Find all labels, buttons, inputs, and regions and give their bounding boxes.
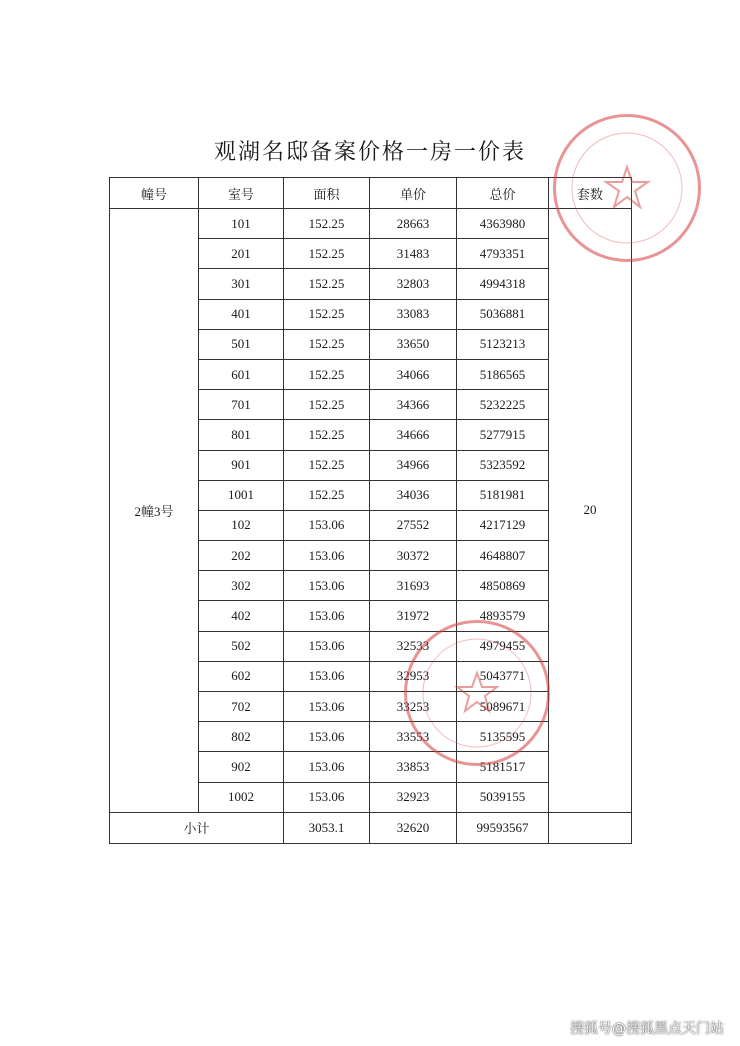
area-cell: 152.25 [284,420,370,450]
subtotal-unit-price: 32620 [370,812,457,843]
area-cell: 152.25 [284,299,370,329]
unit-price-cell: 31483 [370,239,457,269]
unit-price-cell: 34066 [370,359,457,389]
total-price-cell: 5181981 [457,480,549,510]
unit-price-cell: 32923 [370,782,457,812]
unit-price-cell: 33650 [370,329,457,359]
unit-price-cell: 34966 [370,450,457,480]
total-price-cell: 5186565 [457,359,549,389]
area-cell: 153.06 [284,571,370,601]
room-cell: 1002 [199,782,284,812]
area-cell: 152.25 [284,209,370,239]
header-unit-price: 单价 [370,178,457,209]
room-cell: 701 [199,390,284,420]
unit-price-cell: 33253 [370,692,457,722]
area-cell: 152.25 [284,450,370,480]
unit-price-cell: 32803 [370,269,457,299]
unit-price-cell: 32953 [370,661,457,691]
room-cell: 601 [199,359,284,389]
room-cell: 802 [199,722,284,752]
total-price-cell: 5036881 [457,299,549,329]
room-cell: 602 [199,661,284,691]
area-cell: 153.06 [284,510,370,540]
room-cell: 402 [199,601,284,631]
area-cell: 153.06 [284,722,370,752]
subtotal-total-price: 99593567 [457,812,549,843]
area-cell: 152.25 [284,359,370,389]
total-price-cell: 5277915 [457,420,549,450]
total-price-cell: 5123213 [457,329,549,359]
area-cell: 153.06 [284,601,370,631]
area-cell: 153.06 [284,692,370,722]
room-cell: 1001 [199,480,284,510]
room-cell: 501 [199,329,284,359]
room-cell: 902 [199,752,284,782]
unit-price-cell: 33853 [370,752,457,782]
header-area: 面积 [284,178,370,209]
area-cell: 153.06 [284,661,370,691]
total-price-cell: 4979455 [457,631,549,661]
unit-price-cell: 34036 [370,480,457,510]
unit-price-cell: 27552 [370,510,457,540]
unit-price-cell: 31972 [370,601,457,631]
unit-price-cell: 33083 [370,299,457,329]
total-price-cell: 4793351 [457,239,549,269]
unit-price-cell: 28663 [370,209,457,239]
area-cell: 152.25 [284,329,370,359]
header-room: 室号 [199,178,284,209]
room-cell: 502 [199,631,284,661]
room-cell: 101 [199,209,284,239]
header-count: 套数 [549,178,632,209]
table-body [110,209,632,813]
page-title: 观湖名邸备案价格一房一价表 [213,140,526,165]
unit-price-cell: 31693 [370,571,457,601]
room-cell: 201 [199,239,284,269]
total-price-cell: 5043771 [457,661,549,691]
area-cell: 153.06 [284,782,370,812]
total-price-cell: 5323592 [457,450,549,480]
watermark: 搜狐号@搜狐黑点天门站 [570,1021,724,1037]
subtotal-area: 3053.1 [284,812,370,843]
table-header-row [110,178,632,209]
count-cell: 20 [549,209,632,813]
area-cell: 152.25 [284,239,370,269]
header-building: 幢号 [110,178,199,209]
price-table [109,177,632,844]
unit-price-cell: 34366 [370,390,457,420]
unit-price-cell: 34666 [370,420,457,450]
room-cell: 102 [199,510,284,540]
area-cell: 153.06 [284,541,370,571]
total-price-cell: 5135595 [457,722,549,752]
building-cell: 2幢3号 [110,209,199,813]
total-price-cell: 4648807 [457,541,549,571]
total-price-cell: 4850869 [457,571,549,601]
room-cell: 302 [199,571,284,601]
total-price-cell: 5181517 [457,752,549,782]
total-price-cell: 5039155 [457,782,549,812]
unit-price-cell: 30372 [370,541,457,571]
unit-price-cell: 33553 [370,722,457,752]
total-price-cell: 5232225 [457,390,549,420]
total-price-cell: 4363980 [457,209,549,239]
subtotal-row [110,812,632,843]
header-total-price: 总价 [457,178,549,209]
area-cell: 153.06 [284,631,370,661]
area-cell: 152.25 [284,480,370,510]
area-cell: 152.25 [284,390,370,420]
total-price-cell: 5089671 [457,692,549,722]
room-cell: 202 [199,541,284,571]
subtotal-label: 小计 [110,812,284,843]
room-cell: 301 [199,269,284,299]
total-price-cell: 4217129 [457,510,549,540]
room-cell: 401 [199,299,284,329]
table-row [110,209,632,239]
total-price-cell: 4893579 [457,601,549,631]
area-cell: 152.25 [284,269,370,299]
room-cell: 801 [199,420,284,450]
room-cell: 702 [199,692,284,722]
area-cell: 153.06 [284,752,370,782]
unit-price-cell: 32533 [370,631,457,661]
room-cell: 901 [199,450,284,480]
total-price-cell: 4994318 [457,269,549,299]
subtotal-count-empty [549,812,632,843]
